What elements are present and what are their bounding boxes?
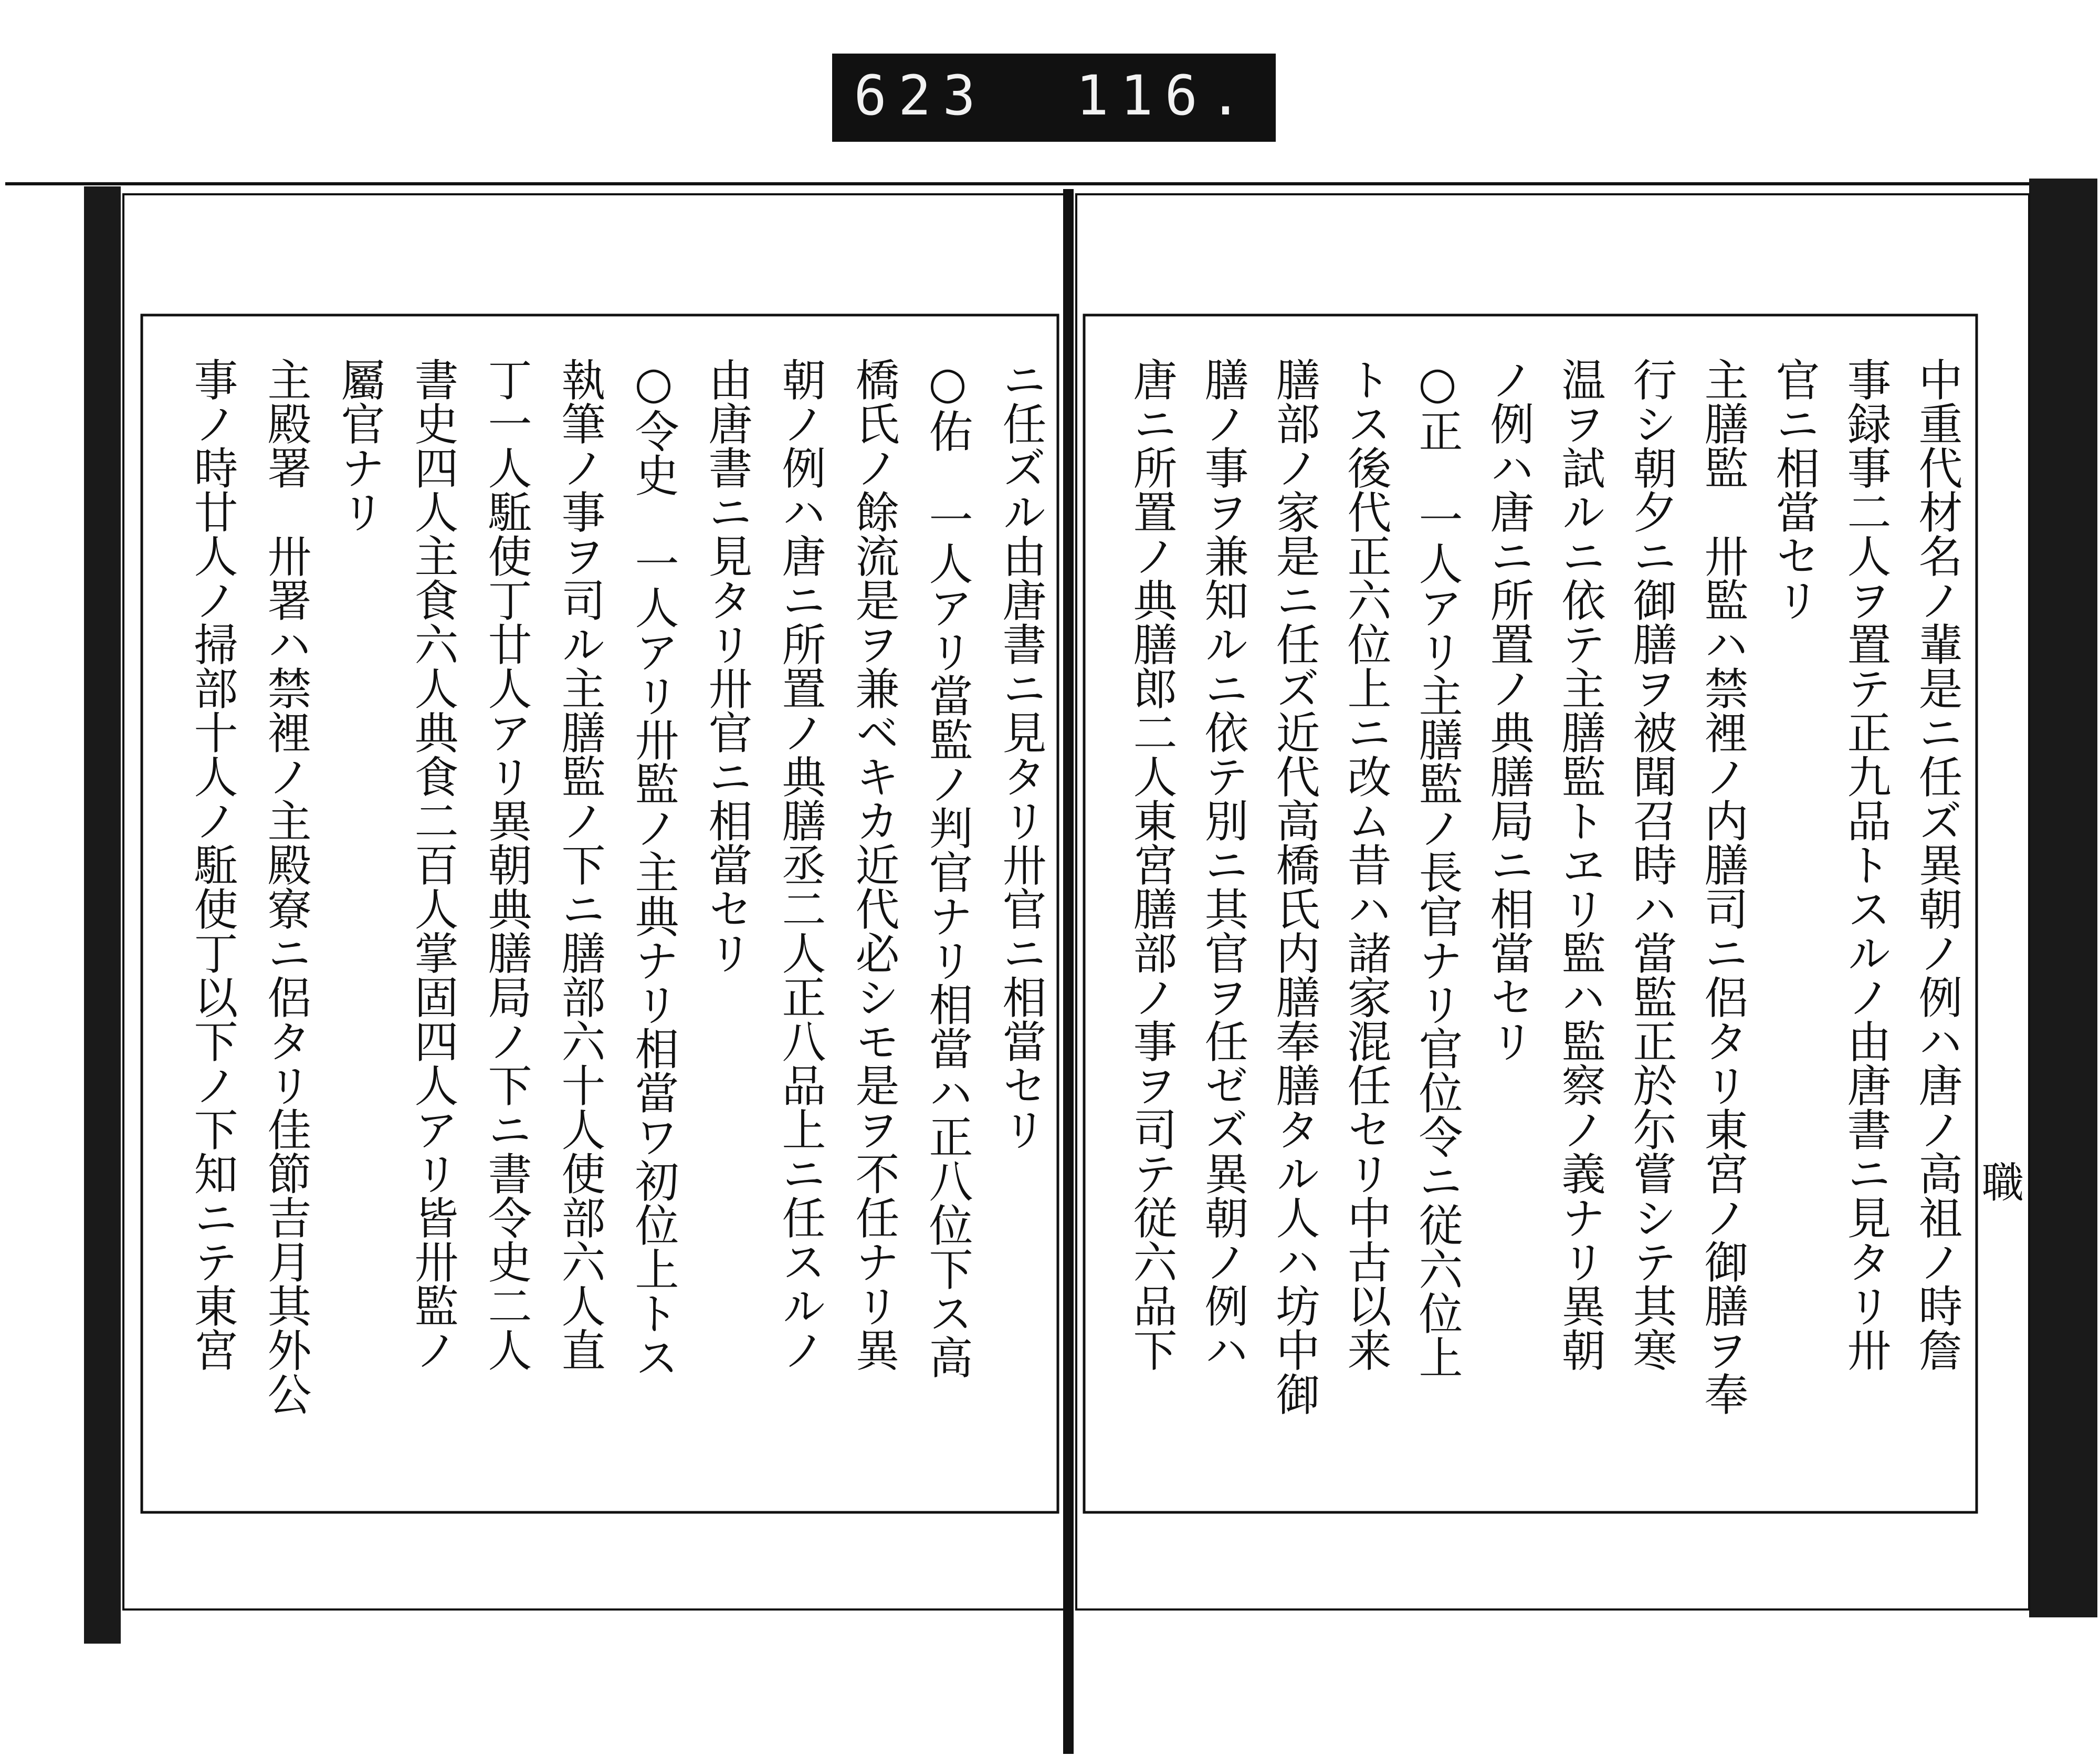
right_page-line-2: 事録事二人ヲ置テ正九品トスルノ由唐書ニ見タリ卅 — [1840, 357, 1892, 1372]
catalog-label-text: 623 116. — [854, 64, 1254, 128]
right_page-line-8: ○正 一人アリ主膳監ノ長官ナリ官位令ニ従六位上 — [1412, 357, 1463, 1379]
right_page-line-4: 主膳監 卅監ハ禁裡ノ内膳司ニ侶タリ東宮ノ御膳ヲ奉 — [1697, 357, 1749, 1416]
right_page-line-12: 唐ニ所置ノ典膳郎二人東宮膳部ノ事ヲ司テ従六品下 — [1126, 357, 1178, 1372]
right_page-line-7: ノ例ハ唐ニ所置ノ典膳局ニ相當セリ — [1483, 357, 1535, 1063]
right_page-line-1: 中重代材名ノ輩是ニ任ズ異朝ノ例ハ唐ノ高祖ノ時詹 — [1912, 357, 1963, 1372]
right_page-line-5: 行シ朝夕ニ御膳ヲ被聞召時ハ當監正於尓嘗シテ其寒 — [1626, 357, 1677, 1372]
right_page-line-6: 温ヲ試ルニ依テ主膳監トヱリ監ハ監察ノ義ナリ異朝 — [1555, 357, 1606, 1372]
right_page-line-9: トス後代正六位上ニ改ム昔ハ諸家混任セリ中古以来 — [1340, 357, 1392, 1372]
left_page-line-1: ニ任ズル由唐書ニ見タリ卅官ニ相當セリ — [995, 357, 1047, 1151]
right-edge-text: 職 — [1982, 1158, 2024, 1207]
right-book-edge — [2029, 179, 2097, 1617]
right_page-line-3: 官ニ相當セリ — [1769, 357, 1820, 622]
left_page-line-11: 主殿署 卅署ハ禁裡ノ主殿寮ニ侶タリ佳節吉月其外公 — [260, 357, 312, 1416]
left_page-line-12: 事ノ時廿人ノ掃部十人ノ駈使丁以下ノ下知ニテ東宮 — [187, 357, 238, 1372]
left_page-line-2: ○佑 一人アリ當監ノ判官ナリ相當ハ正八位下ス高 — [922, 357, 973, 1379]
left_page-line-3: 橋氏ノ餘流是ヲ兼ベキカ近代必シモ是ヲ不任ナリ異 — [848, 357, 900, 1372]
catalog-label — [832, 54, 1276, 142]
left_page-line-9: 書史四人主食六人典食二百人掌固四人アリ皆卅監ノ — [407, 357, 459, 1372]
right_page-line-10: 膳部ノ家是ニ任ズ近代高橋氏内膳奉膳タル人ハ坊中御 — [1269, 357, 1320, 1416]
left_page-line-10: 屬官ナリ — [334, 357, 385, 534]
left-book-edge — [84, 186, 121, 1644]
right_page-line-11: 膳ノ事ヲ兼知ルニ依テ別ニ其官ヲ任ゼズ異朝ノ例ハ — [1198, 357, 1249, 1372]
book-gutter — [1063, 189, 1074, 1754]
left_page-line-5: 由唐書ニ見タリ卅官ニ相當セリ — [701, 357, 753, 975]
left_page-line-4: 朝ノ例ハ唐ニ所置ノ典膳丞二人正八品上ニ任スルノ — [775, 357, 826, 1372]
left_page-line-6: ○令史 一人アリ卅監ノ主典ナリ相當ワ初位上トス — [628, 357, 679, 1379]
left_page-line-7: 執筆ノ事ヲ司ル主膳監ノ下ニ膳部六十人使部六人直 — [554, 357, 606, 1372]
left_page-line-8: 丁一人駈使丁廿人アリ異朝典膳局ノ下ニ書令史二人 — [481, 357, 532, 1372]
